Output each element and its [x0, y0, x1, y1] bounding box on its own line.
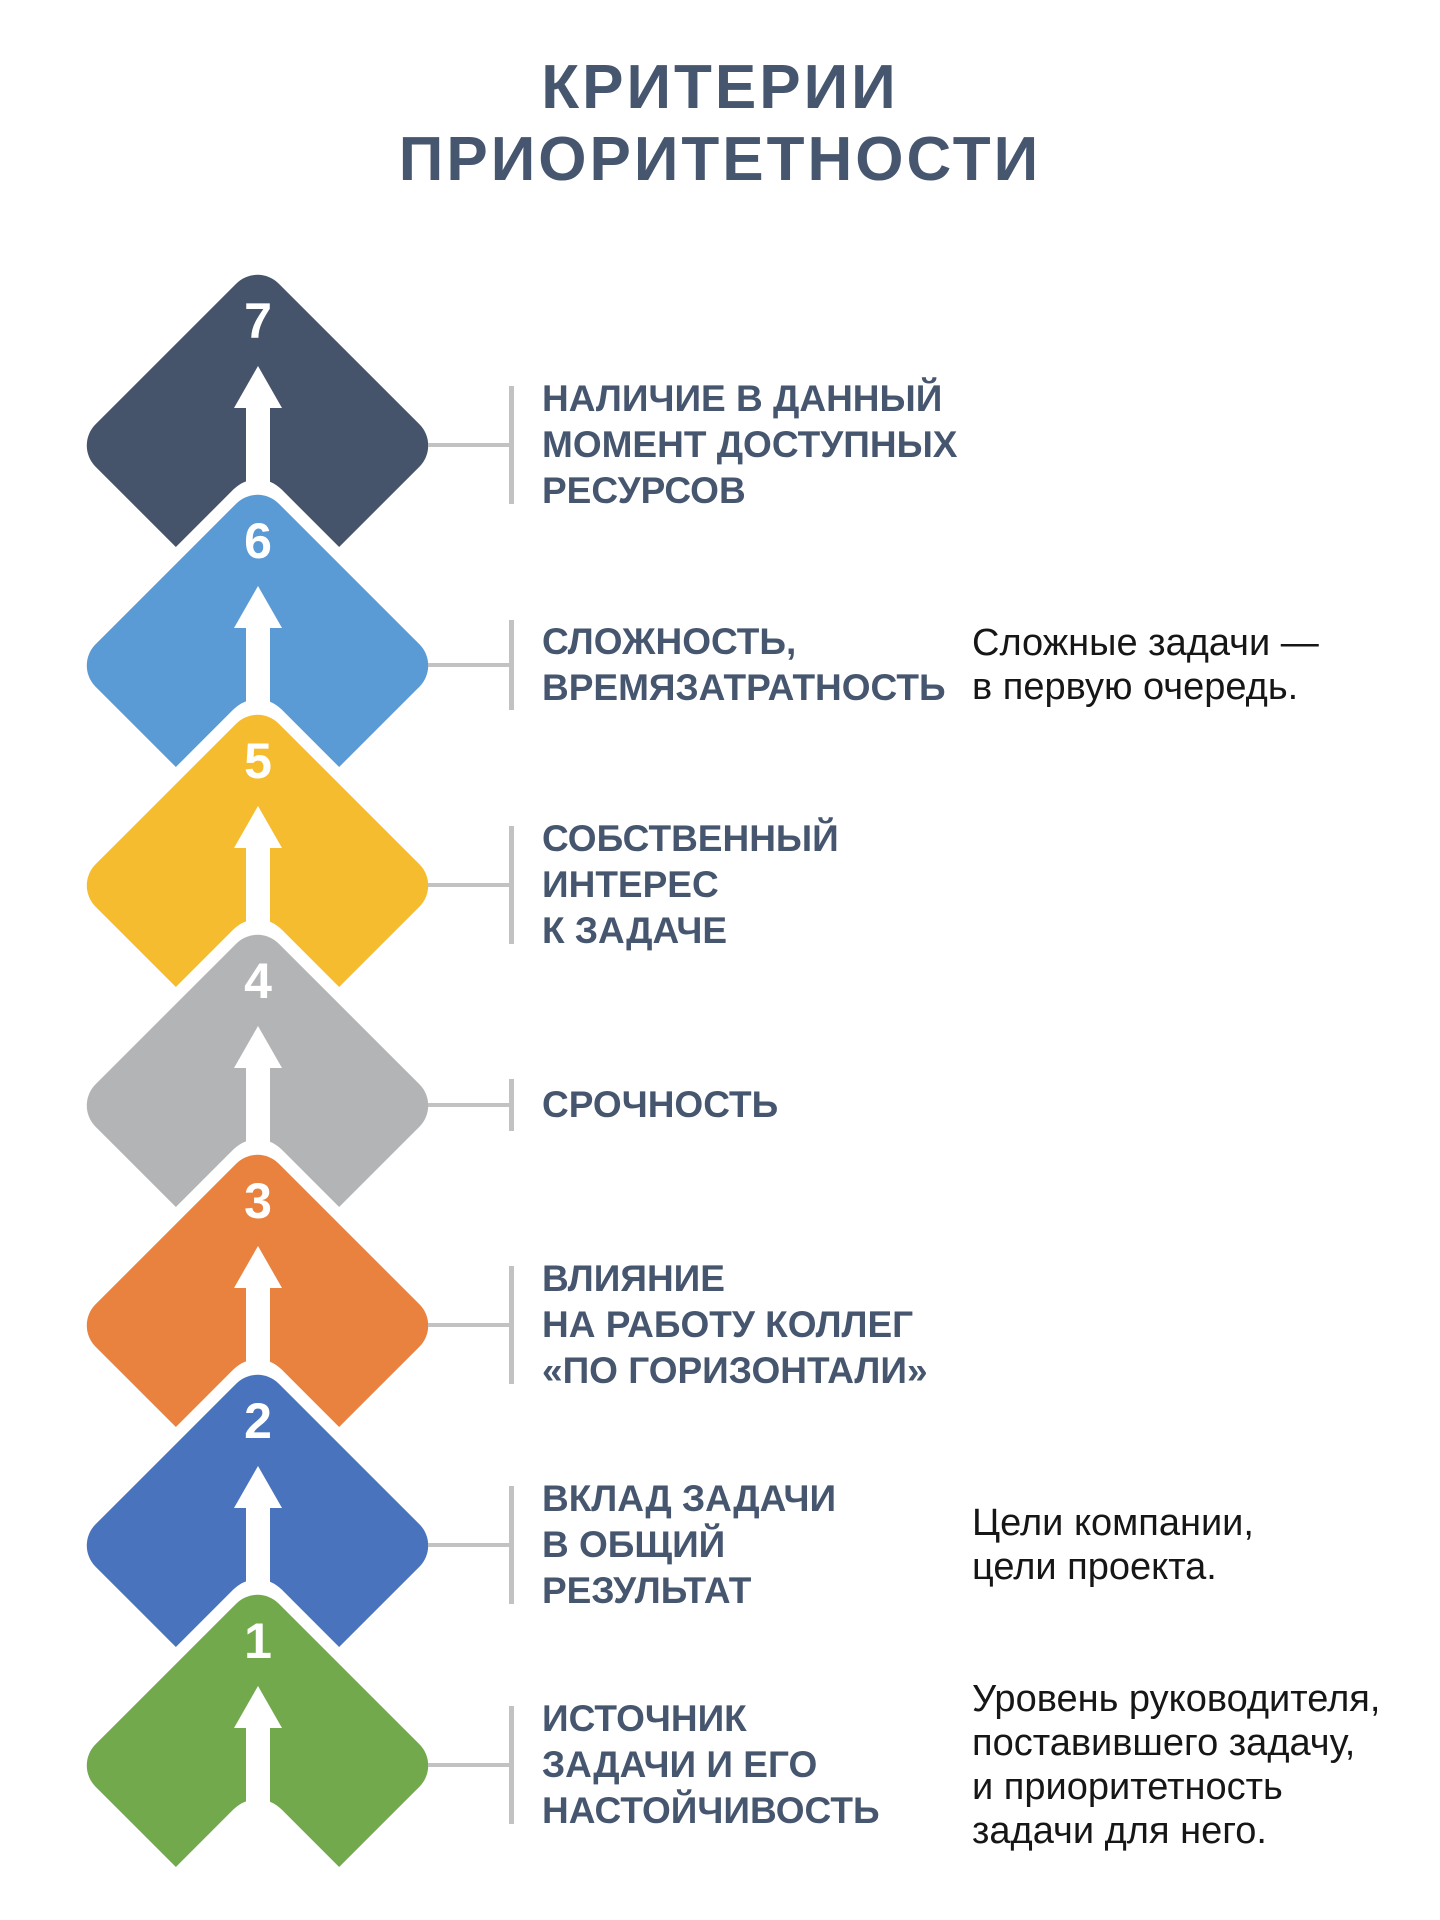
connector-line [428, 1763, 512, 1767]
criterion-label-line: ИНТЕРЕС [542, 864, 719, 905]
criterion-label-line: НА РАБОТУ КОЛЛЕГ [542, 1304, 914, 1345]
up-arrow-icon [234, 806, 282, 848]
criterion-label [542, 816, 839, 954]
connector-line [428, 1323, 512, 1327]
criterion-note-line: задачи для него. [972, 1810, 1267, 1852]
criterion-label [542, 619, 946, 711]
criterion-note-line: в первую очередь. [972, 666, 1299, 708]
criterion-note-line: цели проекта. [972, 1546, 1217, 1588]
criterion-note [972, 621, 1319, 709]
diamond-number: 1 [244, 1613, 272, 1669]
criterion-label-line: РЕСУРСОВ [542, 470, 746, 511]
up-arrow-icon [234, 1026, 282, 1068]
criterion-label-line: СРОЧНОСТЬ [542, 1084, 779, 1125]
criterion-label-line: ВРЕМЯЗАТРАТНОСТЬ [542, 667, 946, 708]
criterion-note-line: и приоритетность [972, 1766, 1283, 1808]
criterion-label-line: МОМЕНТ ДОСТУПНЫХ [542, 424, 958, 465]
connector-tick [509, 1079, 514, 1131]
page-title-line-1: КРИТЕРИИ [541, 53, 899, 122]
up-arrow-icon [234, 1466, 282, 1508]
criterion-label-line: ЗАДАЧИ И ЕГО [542, 1744, 818, 1785]
up-arrow-icon [234, 366, 282, 408]
criterion-label [542, 1476, 836, 1614]
criterion-label-line: РЕЗУЛЬТАТ [542, 1570, 752, 1611]
connector-line [428, 883, 512, 887]
connector-tick [509, 1706, 514, 1824]
connector-line [428, 663, 512, 667]
up-arrow-icon [234, 1246, 282, 1288]
criterion-note-line: Уровень руководителя, [972, 1678, 1381, 1720]
criterion-note-line: поставившего задачу, [972, 1722, 1356, 1764]
criterion-label-line: В ОБЩИЙ [542, 1524, 726, 1565]
criterion-note-line: Сложные задачи — [972, 622, 1319, 664]
diamond-number: 4 [244, 953, 272, 1009]
criterion-label [542, 1696, 880, 1834]
criterion-label [542, 1256, 928, 1394]
criterion-label-line: НАЛИЧИЕ В ДАННЫЙ [542, 378, 943, 419]
criterion-label-line: СЛОЖНОСТЬ, [542, 621, 797, 662]
criterion-note [972, 1501, 1254, 1589]
connector-line [428, 1103, 512, 1107]
connector-tick [509, 386, 514, 504]
criterion-label-line: ИСТОЧНИК [542, 1698, 747, 1739]
up-arrow-icon [234, 586, 282, 628]
diamond-number: 2 [244, 1393, 272, 1449]
criterion-label-line: НАСТОЙЧИВОСТЬ [542, 1790, 880, 1831]
connector-line [428, 443, 512, 447]
criterion-label [542, 1082, 778, 1128]
page-title-line-2: ПРИОРИТЕТНОСТИ [398, 125, 1042, 194]
criterion-label-line: «ПО ГОРИЗОНТАЛИ» [542, 1350, 928, 1391]
criterion-label-line: СОБСТВЕННЫЙ [542, 818, 839, 859]
page-title [0, 52, 1440, 196]
diamond-number: 5 [244, 733, 272, 789]
criterion-label-line: ВКЛАД ЗАДАЧИ [542, 1478, 837, 1519]
diamond-number: 6 [244, 513, 272, 569]
connector-tick [509, 1266, 514, 1384]
connector-tick [509, 620, 514, 710]
criterion-note-line: Цели компании, [972, 1502, 1254, 1544]
connector-tick [509, 1486, 514, 1604]
diamond-number: 3 [244, 1173, 272, 1229]
criterion-label [542, 376, 957, 514]
diamond-number: 7 [244, 293, 272, 349]
connector-line [428, 1543, 512, 1547]
connector-tick [509, 826, 514, 944]
criterion-label-line: К ЗАДАЧЕ [542, 910, 728, 951]
criterion-label-line: ВЛИЯНИЕ [542, 1258, 725, 1299]
criterion-note [972, 1677, 1380, 1853]
up-arrow-icon [234, 1686, 282, 1728]
